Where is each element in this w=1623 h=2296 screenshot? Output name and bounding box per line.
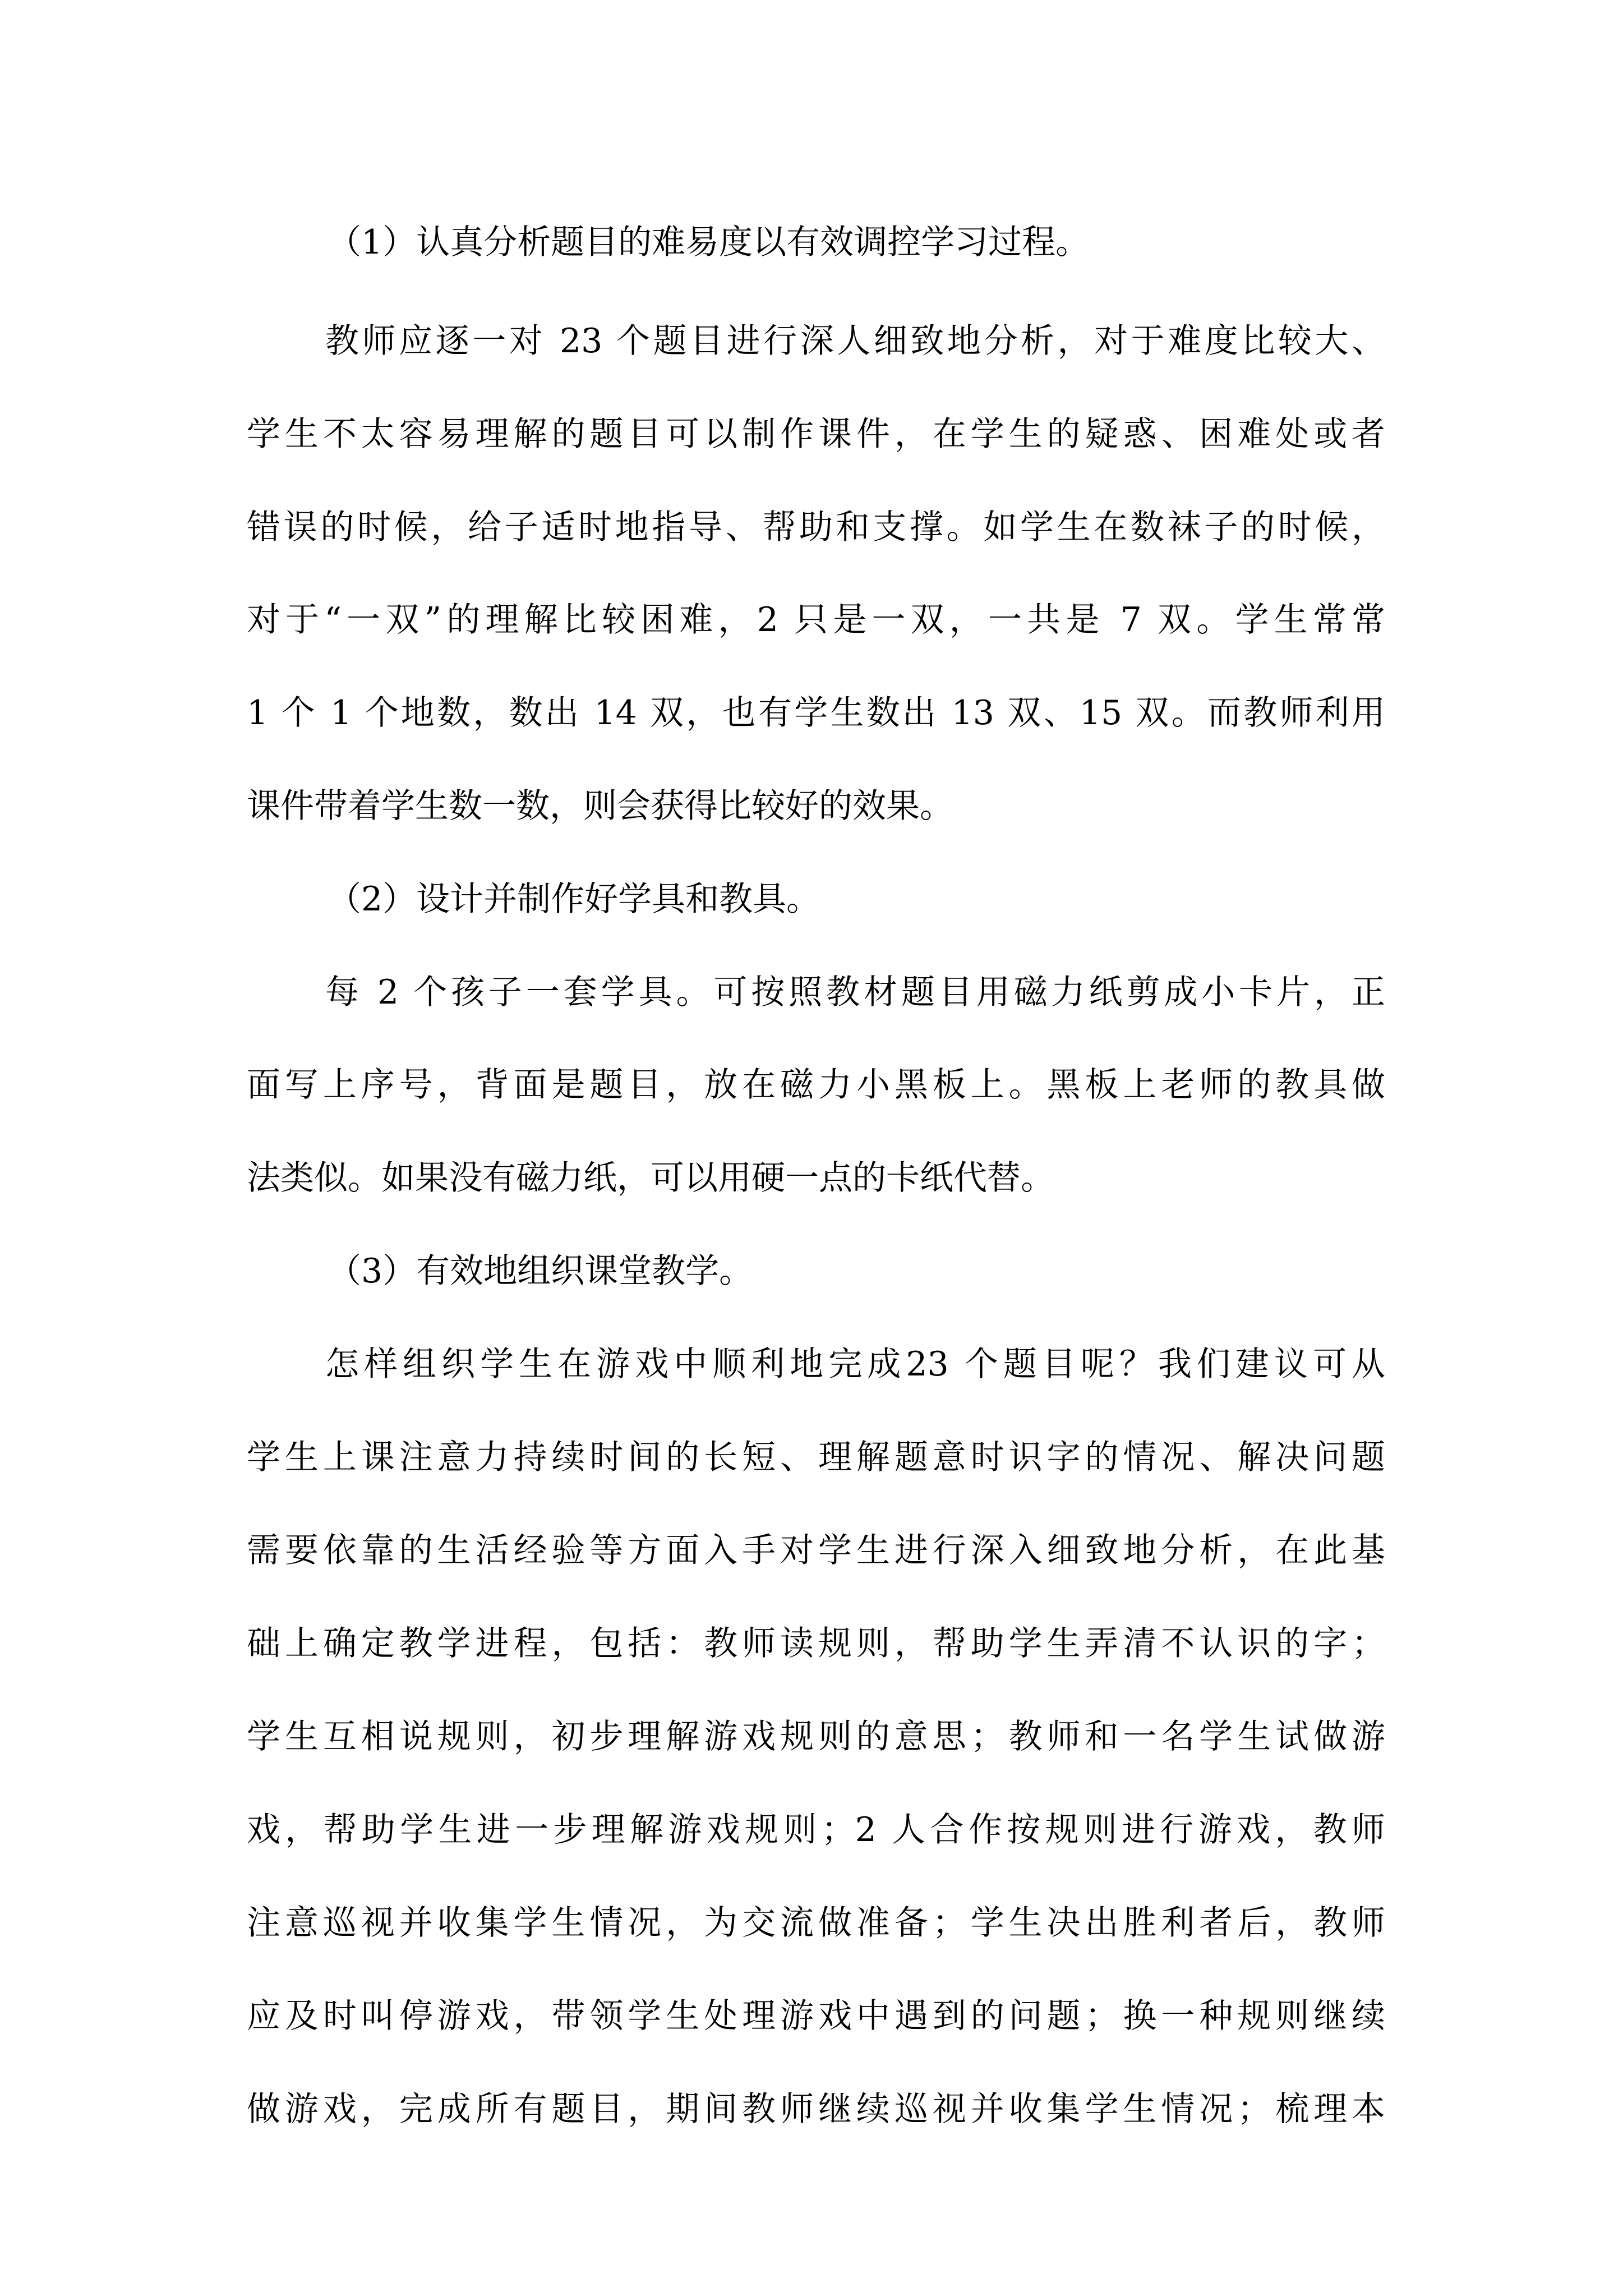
paragraph-line: 错误的时候，给子适时地指导、帮助和支撑。如学生在数袜子的时候， [247, 508, 1385, 547]
paragraph-line: 做游戏，完成所有题目，期间教师继续巡视并收集学生情况；梳理本 [247, 2090, 1385, 2129]
section-heading-3: （3）有效地组织课堂教学。 [328, 1251, 753, 1291]
paragraph-line: 学生互相说规则，初步理解游戏规则的意思；教师和一名学生试做游 [247, 1717, 1385, 1756]
paragraph-line: 学生上课注意力持续时间的长短、理解题意时识字的情况、解决问题 [247, 1438, 1385, 1477]
paragraph-line: 注意巡视并收集学生情况，为交流做准备；学生决出胜利者后，教师 [247, 1903, 1385, 1943]
paragraph-line: 怎样组织学生在游戏中顺利地完成23 个题目呢？我们建议可从 [325, 1345, 1385, 1384]
paragraph-line: 每 2 个孩子一套学具。可按照教材题目用磁力纸剪成小卡片，正 [325, 973, 1385, 1012]
paragraph-line: 学生不太容易理解的题目可以制作课件，在学生的疑惑、困难处或者 [247, 415, 1385, 454]
paragraph-line: 戏，帮助学生进一步理解游戏规则；2 人合作按规则进行游戏，教师 [247, 1810, 1385, 1849]
paragraph-line: 面写上序号，背面是题目，放在磁力小黑板上。黑板上老师的教具做 [247, 1065, 1385, 1105]
paragraph-line: 课件带着学生数一数，则会获得比较好的效果。 [247, 786, 953, 826]
section-heading-2: （2）设计并制作好学具和教具。 [328, 880, 820, 919]
paragraph-line: 1 个 1 个地数，数出 14 双，也有学生数出 13 双、15 双。而教师利用 [247, 693, 1385, 733]
paragraph-line: 对于“一双”的理解比较困难，2 只是一双，一共是 7 双。学生常常 [247, 600, 1385, 639]
section-heading-1: （1）认真分析题目的难易度以有效调控学习过程。 [328, 223, 1090, 262]
paragraph-line: 础上确定教学进程，包括：教师读规则，帮助学生弄清不认识的字； [247, 1624, 1385, 1663]
paragraph-line: 需要依靠的生活经验等方面入手对学生进行深入细致地分析，在此基 [247, 1531, 1385, 1570]
paragraph-line: 应及时叫停游戏，带领学生处理游戏中遇到的问题；换一种规则继续 [247, 1996, 1385, 2036]
paragraph-line: 教师应逐一对 23 个题目进行深人细致地分析，对于难度比较大、 [325, 321, 1385, 361]
paragraph-line: 法类似。如果没有磁力纸，可以用硬一点的卡纸代替。 [247, 1158, 1054, 1198]
